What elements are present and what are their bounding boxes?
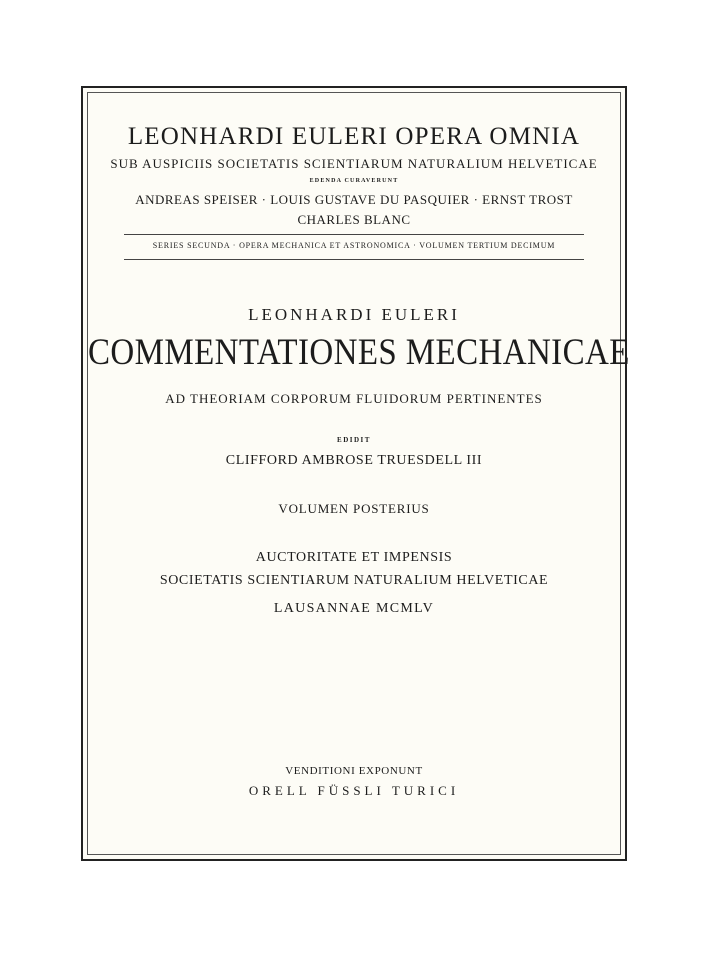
- series-editors-line-2: CHARLES BLANC: [297, 212, 411, 227]
- auctoritate-line: AUCTORITATE ET IMPENSIS: [255, 550, 453, 565]
- series-editors-line-1: ANDREAS SPEISER · LOUIS GUSTAVE DU PASQUIER · ERNST TROST: [135, 192, 573, 207]
- main-title: COMMENTATIONES MECHANICAE: [88, 332, 630, 374]
- volume-label: VOLUMEN POSTERIUS: [278, 501, 430, 516]
- auspices-line: SUB AUSPICIIS SOCIETATIS SCIENTIARUM NATURALIUM HELVETICAE: [110, 156, 598, 171]
- inner-border: [87, 92, 630, 855]
- venditioni-line: VENDITIONI EXPONUNT: [285, 765, 423, 777]
- volume-editor: CLIFFORD AMBROSE TRUESDELL III: [225, 453, 483, 468]
- divider-bottom: [124, 259, 584, 260]
- publisher-line: ORELL FÜSSLI TURICI: [248, 783, 460, 798]
- curaverunt-line: EDENDA CURAVERUNT: [309, 178, 399, 184]
- divider-top: [124, 234, 584, 235]
- title-page: [81, 86, 630, 861]
- edidit-label: EDIDIT: [337, 436, 371, 444]
- subtitle: AD THEORIAM CORPORUM FLUIDORUM PERTINENTES: [165, 391, 543, 406]
- place-year: LAUSANNAE MCMLV: [273, 601, 435, 616]
- series-info: SERIES SECUNDA · OPERA MECHANICA ET ASTRONOMICA · VOLUMEN TERTIUM DECIMUM: [152, 241, 556, 250]
- author-name: LEONHARDI EULERI: [248, 305, 460, 324]
- societatis-line: SOCIETATIS SCIENTIARUM NATURALIUM HELVETICAE: [159, 573, 549, 588]
- series-title: LEONHARDI EULERI OPERA OMNIA: [127, 123, 581, 150]
